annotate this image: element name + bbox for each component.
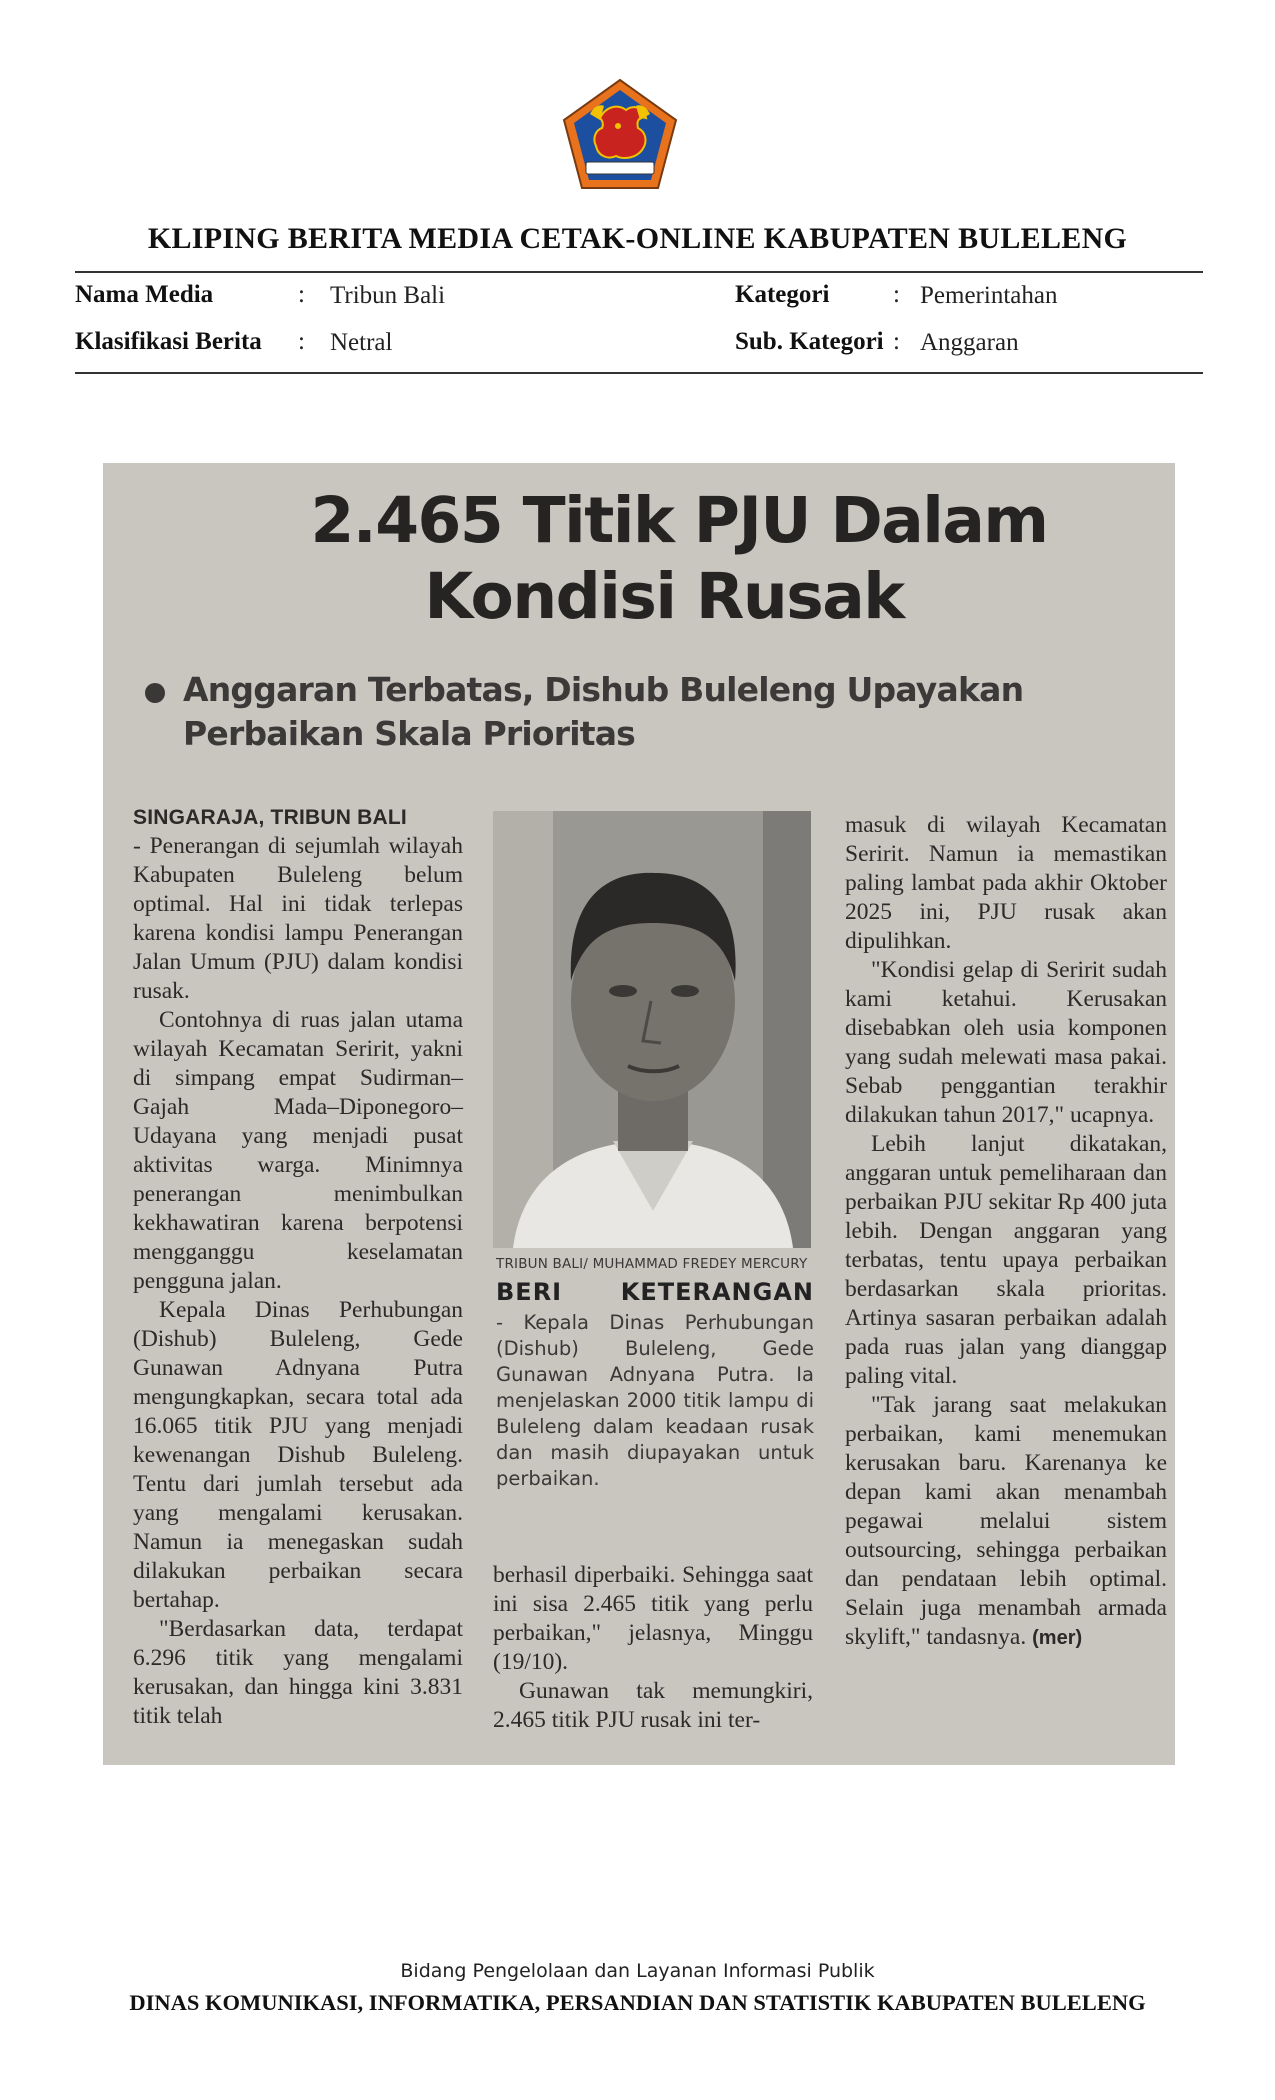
photo-caption: - Kepala Dinas Perhubungan (Dishub) Buleleng, Gede Gunawan Adnyana Putra. Ia menjelaskan 2000 titik lampu di Buleleng dalam keadaan rusak dan masih diupayakan untuk perbaikan. [496, 1311, 814, 1490]
portrait-image [493, 811, 811, 1248]
photo-credit: TRIBUN BALI/ MUHAMMAD FREDEY MERCURY [496, 1256, 808, 1272]
klasifikasi-separator: : [298, 328, 305, 355]
author-signature: (mer) [1032, 1627, 1083, 1649]
kategori-separator: : [893, 281, 900, 308]
paragraph: Kepala Dinas Perhubungan (Dishub) Buleleng, Gede Gunawan Adnyana Putra mengungkapkan, secara total ada 16.065 titik PJU yang menjadi kewenangan Dishub Buleleng. Tentu dari jumlah tersebut ada yang mengalami kerusakan. Namun ia menegaskan sudah dilakukan perbaikan secara bertahap. [133, 1297, 463, 1613]
paragraph: "Kondisi gelap di Seririt sudah kami ketahui. Kerusakan disebabkan oleh usia komponen yang sudah melewati masa pakai. Sebab penggantian terakhir dilakukan tahun 2017," ucapnya. [845, 957, 1167, 1128]
article-column-1 [133, 803, 463, 1731]
paragraph-text: "Tak jarang saat melakukan perbaikan, kami menemukan kerusakan baru. Karenanya ke depan kami akan menambah pegawai melalui sistem outsourcing, sehingga perbaikan dan pendataan lebih optimal. Selain juga menambah armada skylift," tandasnya. [845, 1392, 1167, 1650]
article-subheadline: Anggaran Terbatas, Dishub Buleleng Upayakan Perbaikan Skala Prioritas [183, 670, 1024, 753]
article-column-3 [845, 811, 1167, 1653]
article-headline [103, 483, 1175, 635]
footer-division: Bidang Pengelolaan dan Layanan Informasi Publik [400, 1960, 875, 1982]
paragraph: Lebih lanjut dikatakan, anggaran untuk pemeliharaan dan perbaikan PJU sekitar Rp 400 juta lebih. Dengan anggaran yang terbatas, tentu upaya perbaikan berdasarkan skala prioritas. Artinya sasaran perbaikan adalah pada ruas jalan yang dianggap paling vital. [845, 1131, 1167, 1389]
caption-heading-2: KETERANGAN [620, 1278, 814, 1306]
paragraph: berhasil diperbaiki. Sehingga saat ini sisa 2.465 titik yang perlu perbaikan," jelasnya, Minggu (19/10). [493, 1562, 813, 1675]
article-column-2 [493, 1561, 813, 1735]
media-separator: : [298, 281, 305, 308]
paragraph: "Berdasarkan data, terdapat 6.296 titik yang mengalami kerusakan, dan hingga kini 3.831 titik telah [133, 1616, 463, 1729]
paragraph [845, 1391, 1167, 1653]
buleleng-emblem-logo [560, 76, 680, 194]
subkategori-label: Sub. Kategori [735, 328, 884, 355]
top-divider [75, 271, 1203, 273]
dateline: SINGARAJA, TRIBUN BALI [133, 806, 407, 829]
bottom-divider [75, 372, 1203, 374]
headline-line-2: Kondisi Rusak [424, 560, 904, 633]
caption-heading [496, 1278, 814, 1306]
headline-line-1: 2.465 Titik PJU Dalam [310, 484, 1048, 557]
page-title: KLIPING BERITA MEDIA CETAK-ONLINE KABUPATEN BULELENG [147, 222, 1128, 255]
kategori-label: Kategori [735, 281, 830, 308]
caption-heading-1: BERI [496, 1278, 563, 1306]
news-clipping [103, 463, 1175, 1765]
subkategori-value: Anggaran [920, 329, 1019, 356]
paragraph: - Penerangan di sejumlah wilayah Kabupaten Buleleng belum optimal. Hal ini tidak terlepas karena kondisi lampu Penerangan Jalan Umum (PJU) dalam kondisi rusak. [133, 833, 463, 1004]
paragraph: masuk di wilayah Kecamatan Seririt. Namun ia memastikan paling lambat pada akhir Oktober 2025 ini, PJU rusak akan dipulihkan. [845, 812, 1167, 954]
bullet-icon [145, 683, 165, 703]
singa-ambara-raja-emblem-icon [560, 76, 680, 194]
paragraph: Contohnya di ruas jalan utama wilayah Kecamatan Seririt, yakni di simpang empat Sudirman–Gajah Mada–Diponegoro–Udayana yang menjadi pusat aktivitas warga. Minimnya penerangan menimbulkan kekhawatiran karena berpotensi mengganggu keselamatan pengguna jalan. [133, 1007, 463, 1294]
media-value: Tribun Bali [330, 282, 446, 309]
kategori-value: Pemerintahan [920, 282, 1058, 309]
paragraph: Gunawan tak memungkiri, 2.465 titik PJU rusak ini ter- [493, 1678, 813, 1733]
footer-agency: DINAS KOMUNIKASI, INFORMATIKA, PERSANDIAN DAN STATISTIK KABUPATEN BULELENG [129, 1990, 1146, 2015]
media-label: Nama Media [75, 281, 214, 308]
subkategori-separator: : [893, 328, 900, 355]
klasifikasi-value: Netral [330, 329, 393, 356]
klasifikasi-label: Klasifikasi Berita [75, 328, 262, 355]
official-portrait-photo [493, 811, 811, 1248]
